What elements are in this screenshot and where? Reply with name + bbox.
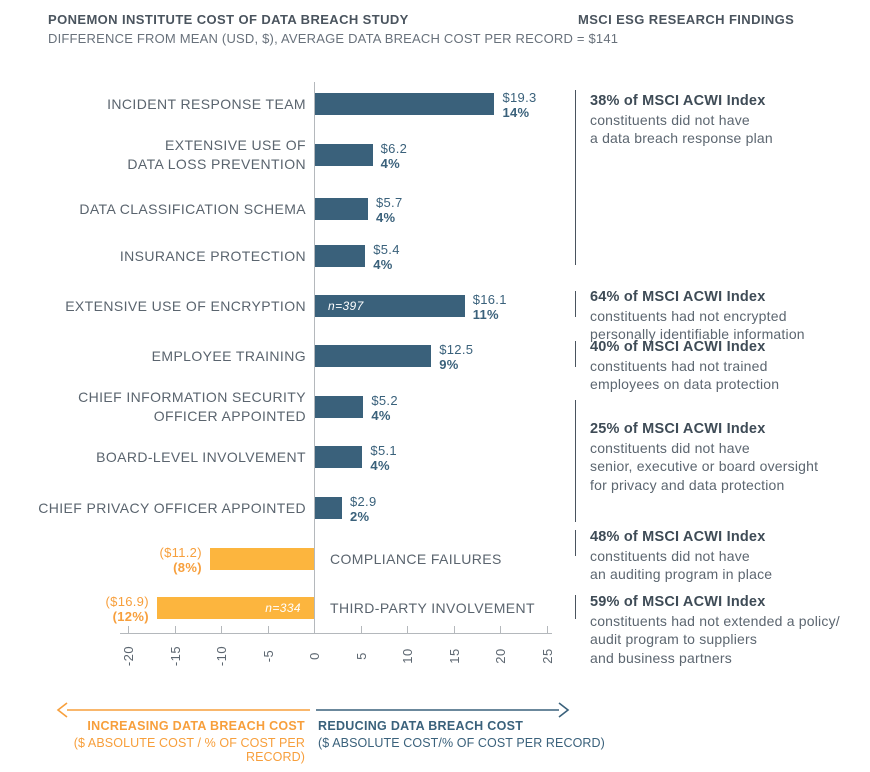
x-tick-label: -10 [214,645,229,667]
value-label: $5.2 4% [371,393,398,423]
chart-title: PONEMON INSTITUTE COST OF DATA BREACH STUDY [48,12,409,27]
bar [315,446,362,468]
findings-title: MSCI ESG RESEARCH FINDINGS [578,12,795,27]
divider-line [575,291,576,317]
value-label: $2.9 2% [349,494,377,524]
x-tick [454,626,455,633]
value-label: ($11.2) (8%) [159,545,202,575]
category-label: CHIEF PRIVACY OFFICER APPOINTED [38,499,306,516]
divider-line [575,90,576,265]
bar [210,548,314,570]
x-tick [361,626,362,633]
category-label: DATA CLASSIFICATION SCHEMA [79,200,306,217]
increasing-cost-sublabel: ($ ABSOLUTE COST / % OF COST PER RECORD) [73,736,305,764]
bar [315,497,342,519]
category-label: EXTENSIVE USE OF ENCRYPTION [65,297,306,314]
value-label: ($16.9) (12%) [105,594,149,624]
x-tick-label: 25 [539,648,555,664]
x-tick-label: 0 [307,652,322,660]
left-arrow-icon [55,701,310,719]
divider-line [575,530,576,556]
sample-size-label: n=334 [265,601,301,615]
chart-subtitle: DIFFERENCE FROM MEAN (USD, $), AVERAGE DATA BREACH COST PER RECORD = $141 [48,31,619,46]
x-tick [547,626,548,633]
x-tick-label: -5 [260,649,276,663]
x-tick-label: -20 [121,645,136,667]
bar [315,198,368,220]
finding-note: 59% of MSCI ACWI Index constituents had not extended a policy/ audit program to suppliers and business partners [590,594,840,666]
reducing-cost-label: REDUCING DATA BREACH COST [318,719,524,733]
increasing-cost-label: INCREASING DATA BREACH COST [87,719,305,733]
finding-note: 25% of MSCI ACWI Index constituents did not have senior, executive or board oversight for privacy and data protection [590,421,819,493]
category-label: BOARD-LEVEL INVOLVEMENT [96,448,306,465]
value-label: $5.1 4% [370,443,397,473]
divider-line [575,341,576,367]
value-label: $19.3 14% [502,90,537,120]
bar [315,396,363,418]
divider-line [575,595,576,619]
bar [315,245,365,267]
finding-note: 38% of MSCI ACWI Index constituents did not have a data breach response plan [590,93,773,146]
category-label: COMPLIANCE FAILURES [330,550,502,567]
bar [315,144,373,166]
x-tick [221,626,222,633]
x-tick [500,626,501,633]
bar [315,345,431,367]
bar [315,93,494,115]
x-tick-label: -15 [167,645,183,667]
x-tick [268,626,269,633]
value-label: $12.5 9% [439,342,474,372]
category-label: INCIDENT RESPONSE TEAM [107,95,306,112]
x-tick [407,626,408,633]
x-tick-label: 5 [353,652,369,660]
category-label: EMPLOYEE TRAINING [151,347,306,364]
right-arrow-icon [316,701,571,719]
category-label: CHIEF INFORMATION SECURITY OFFICER APPOINTED [78,389,306,424]
reducing-cost-sublabel: ($ ABSOLUTE COST/% OF COST PER RECORD) [318,736,605,750]
value-label: $5.7 4% [376,195,403,225]
sample-size-label: n=397 [328,299,364,313]
finding-note: 40% of MSCI ACWI Index constituents had not trained employees on data protection [590,339,780,392]
finding-note: 48% of MSCI ACWI Index constituents did not have an auditing program in place [590,529,773,582]
category-label: EXTENSIVE USE OF DATA LOSS PREVENTION [127,137,306,172]
category-label: THIRD-PARTY INVOLVEMENT [330,599,535,616]
x-tick-label: 15 [446,648,462,664]
x-tick [175,626,176,633]
x-tick [314,626,315,633]
category-label: INSURANCE PROTECTION [119,247,306,264]
divider-line [575,400,576,522]
x-axis-line [120,633,552,634]
x-tick-label: 20 [493,648,508,664]
finding-note: 64% of MSCI ACWI Index constituents had not encrypted personally identifiable information [590,289,805,342]
value-label: $16.1 11% [472,292,507,322]
value-label: $6.2 4% [380,141,408,171]
value-label: $5.4 4% [373,242,400,272]
x-tick [128,626,129,633]
x-tick-label: 10 [400,648,415,664]
